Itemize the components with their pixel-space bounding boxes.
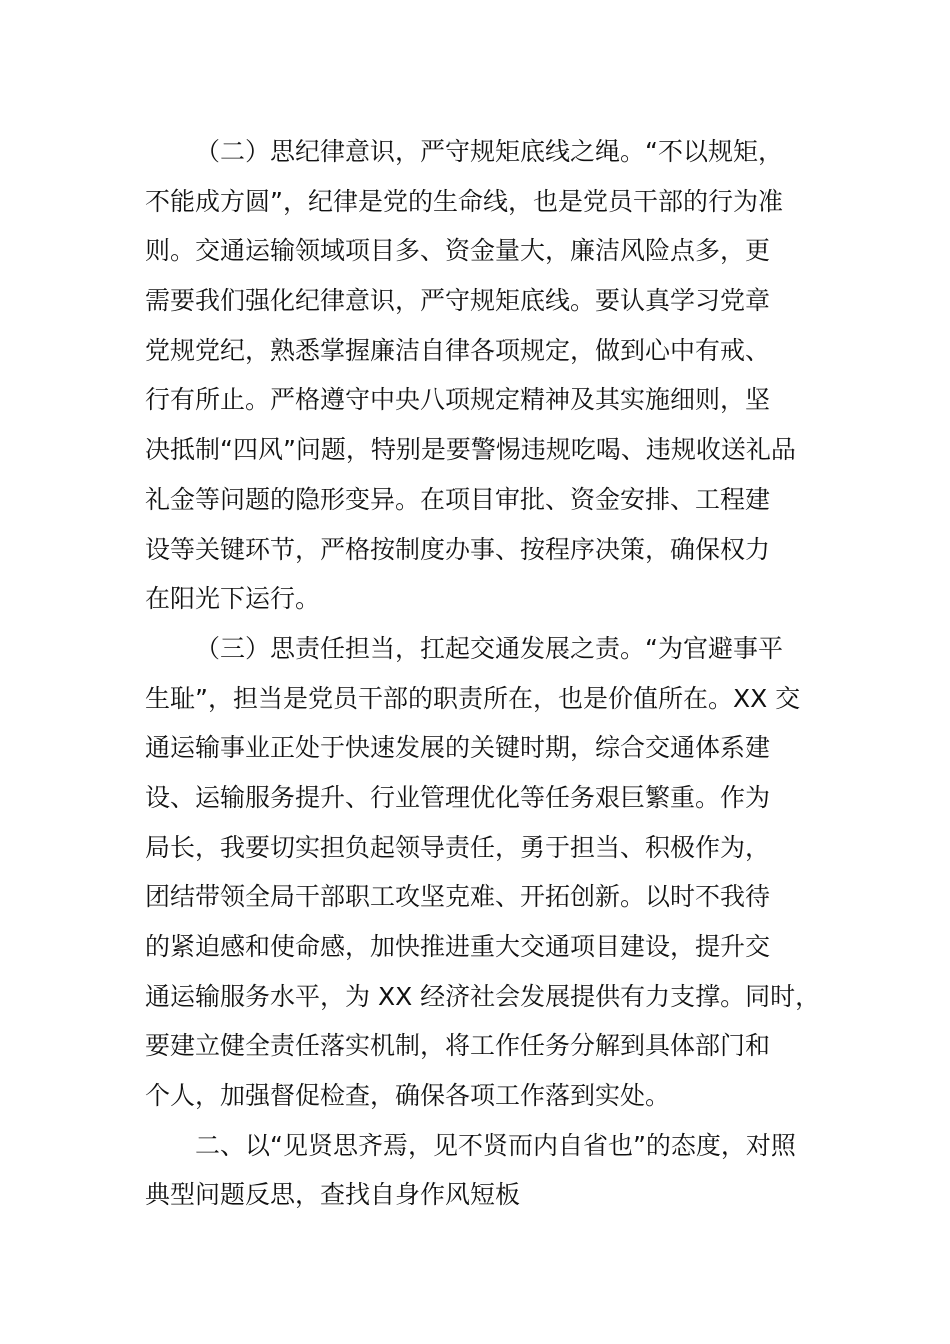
paragraph-discipline (145, 127, 845, 624)
text-line: 团结带领全局干部职工攻坚克难、开拓创新。以时不我待 (145, 882, 771, 912)
section-heading (145, 1121, 845, 1220)
paragraph-responsibility (145, 624, 845, 1121)
text-line: 局长，我要切实担负起领导责任，勇于担当、积极作为， (145, 832, 771, 862)
text-line: 要建立健全责任落实机制，将工作任务分解到具体部门和 (145, 1031, 771, 1061)
text-line: 设、运输服务提升、行业管理优化等任务艰巨繁重。作为 (145, 782, 771, 812)
text-line: 个人，加强督促检查，确保各项工作落到实处。 (145, 1081, 671, 1111)
text-line: 礼金等问题的隐形变异。在项目审批、资金安排、工程建 (145, 484, 771, 514)
text-line: 设等关键环节，严格按制度办事、按程序决策，确保权力 (145, 534, 771, 564)
text-line: 生耻”，担当是党员干部的职责所在，也是价值所在。XX 交 (145, 683, 801, 713)
text-line: 不能成方圆”，纪律是党的生命线，也是党员干部的行为准 (145, 186, 783, 216)
text-line: 通运输服务水平，为 XX 经济社会发展提供有力支撑。同时， (145, 981, 821, 1011)
text-line: 通运输事业正处于快速发展的关键时期，综合交通体系建 (145, 733, 771, 763)
document-body (145, 127, 845, 1220)
heading-line: 典型问题反思，查找自身作风短板 (145, 1180, 521, 1210)
text-line: 行有所止。严格遵守中央八项规定精神及其实施细则，坚 (145, 385, 771, 415)
heading-line: 二、以“见贤思齐焉，见不贤而内自省也”的态度，对照 (195, 1130, 796, 1160)
text-line: （三）思责任担当，扛起交通发展之责。“为官避事平 (195, 633, 783, 663)
text-line: （二）思纪律意识，严守规矩底线之绳。“不以规矩， (195, 137, 783, 166)
text-line: 则。交通运输领域项目多、资金量大，廉洁风险点多，更 (145, 236, 771, 266)
text-line: 的紧迫感和使命感，加快推进重大交通项目建设，提升交 (145, 932, 771, 961)
text-line: 在阳光下运行。 (145, 584, 321, 614)
text-line: 党规党纪，熟悉掌握廉洁自律各项规定，做到心中有戒、 (145, 335, 771, 365)
text-line: 决抵制“四风”问题，特别是要警惕违规吃喝、违规收送礼品 (145, 435, 796, 465)
text-line: 需要我们强化纪律意识，严守规矩底线。要认真学习党章 (145, 286, 771, 316)
